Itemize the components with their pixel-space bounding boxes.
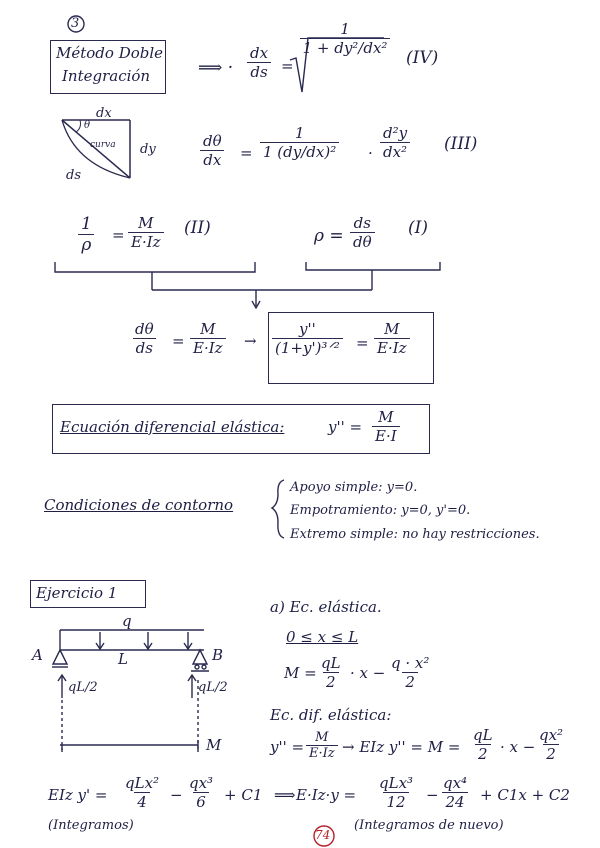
triangle-dx-label: dx: [96, 106, 112, 121]
int1-t1: qLx² 4: [125, 774, 160, 811]
ecdif-frac: $\frac{M}{E\cdot Iz}$: [306, 730, 338, 761]
elastic-frac: $\frac{M}{E\cdot I}$: [372, 408, 400, 445]
moment-t2: $\frac{\text{q · x²}}{2}$: [391, 654, 430, 691]
implies-arrow: ⟹ ·: [198, 58, 234, 78]
contour-item-2: Empotramiento: y=0, y'=0.: [290, 503, 471, 518]
span-label: L: [118, 650, 128, 668]
eq3-label: (III): [444, 134, 478, 154]
eq1-rhs: $\frac{ds}{d\theta}$: [350, 214, 375, 251]
eq4-label: (IV): [406, 48, 439, 68]
moment-label: M: [206, 736, 222, 754]
int2-minus: −: [426, 786, 439, 804]
combined-rhs: $\frac{M}{E\cdot Iz}$: [374, 320, 410, 357]
triangle-curve-label: curva: [90, 140, 116, 150]
page-number: 74: [315, 828, 331, 842]
ecdif-title: Ec. dif. elástica:: [270, 706, 392, 724]
support-a-label: A: [32, 646, 43, 664]
eq4-equals: =: [281, 57, 294, 75]
triangle-angle-label: θ: [84, 120, 91, 131]
load-label: q: [122, 612, 132, 630]
int2-lhs: E·Iz·y =: [296, 786, 357, 804]
combined-equals2: =: [356, 334, 369, 352]
eq3-rhs: $\frac{\text{d²y}}{\text{dx²}}$: [380, 124, 410, 161]
eq2-rhs: $\frac{M}{E\cdot Iz}$: [128, 214, 164, 251]
eq1-label: (I): [408, 218, 428, 238]
int1-arrow: ⟹: [274, 786, 296, 804]
section-number: 3: [71, 16, 80, 31]
int2-t2: $\frac{\text{qx⁴}}{24}$: [443, 774, 468, 811]
combined-mid: $\frac{M}{E\cdot Iz}$: [190, 320, 226, 357]
support-b-label: B: [212, 646, 224, 664]
moment-t1-tail: · x −: [350, 664, 386, 682]
ecdif-lhs: y'' =: [270, 738, 305, 756]
contour-item-1: Apoyo simple: y=0.: [290, 480, 418, 495]
triangle-dy-label: dy: [140, 142, 156, 157]
moment-t1: $\frac{qL}{2}$: [321, 654, 341, 691]
int2-tail: + C1x + C2: [480, 786, 570, 804]
eq1-lhs: ρ =: [314, 226, 344, 246]
combined-box-frac: y'' (1+y')³ᐟ²: [272, 320, 343, 357]
int1-note: (Integramos): [48, 818, 134, 833]
eq2-lhs: $\frac{1}{\rho}$: [78, 214, 95, 255]
bracket-connectors: [55, 262, 440, 308]
int1-t2: $\frac{\text{qx³}}{6}$: [189, 774, 214, 811]
method-title-line1: Método Doble: [56, 44, 164, 62]
int1-minus: −: [170, 786, 183, 804]
eq3-lhs: $\frac{d\theta}{dx}$: [200, 132, 225, 169]
eq3-equals: =: [240, 144, 253, 162]
combined-equals1: =: [172, 332, 185, 350]
ecdif-t1-tail: · x −: [500, 738, 536, 756]
reaction-a-label: qL/2: [68, 680, 98, 695]
eq2-equals: =: [112, 226, 125, 244]
eq3-dot: ·: [368, 144, 373, 162]
elastic-label: Ecuación diferencial elástica:: [60, 418, 285, 436]
int2-t1: qLx³ 12: [379, 774, 414, 811]
eq3-mid: $\frac{1}{\text{1 (dy/dx)²}}$: [260, 124, 339, 161]
exercise-title: Ejercicio 1: [36, 584, 118, 602]
contour-brace: [272, 480, 284, 538]
reaction-b-label: qL/2: [198, 680, 228, 695]
elastic-lhs: y'' =: [328, 418, 363, 436]
eq4-lhs: $\frac{dx}{ds}$: [247, 44, 271, 81]
ecdif-arrow: → EIz y'' = M =: [342, 738, 461, 756]
domain-range: 0 ≤ x ≤ L: [286, 628, 359, 646]
int1-lhs: EIz y' =: [48, 786, 108, 804]
contour-item-3: Extremo simple: no hay restricciones.: [290, 527, 540, 542]
eq4-rhs: $\frac{1}{\text{1 + dy²/dx²}}$: [306, 20, 384, 57]
moment-eq-lhs: M =: [284, 664, 317, 682]
triangle-ds-label: ds: [66, 168, 81, 183]
combined-arrow: →: [244, 332, 257, 350]
contour-title: Condiciones de contorno: [44, 496, 234, 514]
method-title-line2: Integración: [62, 67, 151, 85]
eq2-label: (II): [184, 218, 211, 238]
int1-tail: + C1: [224, 786, 263, 804]
ecdif-t2: $\frac{\text{qx²}}{2}$: [539, 726, 564, 763]
part-a-title: a) Ec. elástica.: [270, 598, 382, 616]
ecdif-t1: $\frac{qL}{2}$: [473, 726, 493, 763]
combined-lhs: $\frac{d\theta}{ds}$: [132, 320, 157, 357]
int2-note: (Integramos de nuevo): [354, 818, 504, 833]
